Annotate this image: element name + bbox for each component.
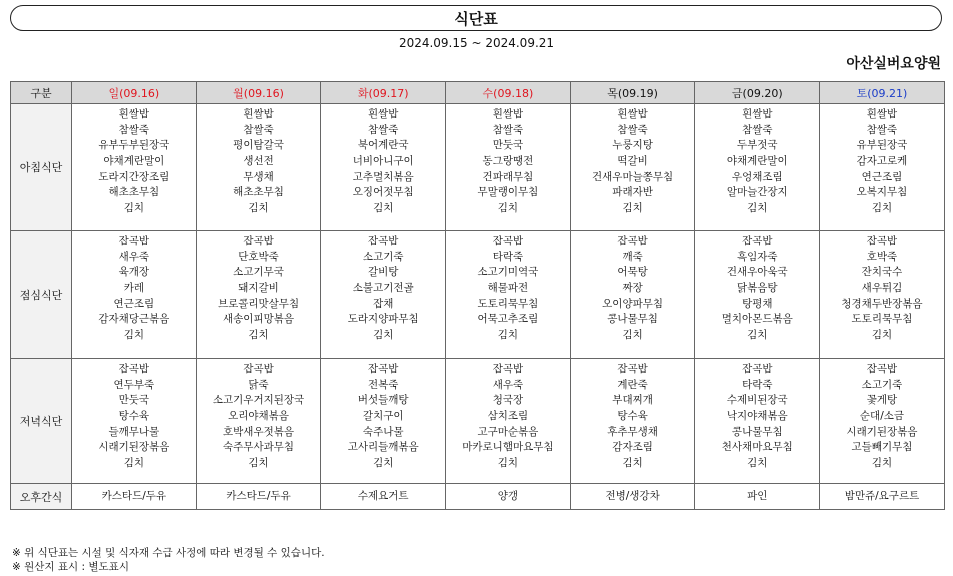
meal-row <box>11 359 945 484</box>
menu-item: 평이탐갈국 <box>233 139 284 152</box>
menu-cell <box>820 484 945 510</box>
menu-item: 참쌀죽 <box>243 123 274 136</box>
menu-item: 카레 <box>123 282 144 295</box>
menu-item: 흰쌀밥 <box>118 108 150 120</box>
menu-item: 건파래무침 <box>482 170 534 183</box>
menu-item: 김치 <box>373 457 394 470</box>
menu-item: 양갱 <box>497 489 519 502</box>
menu-item: 고사리들깨볶음 <box>347 441 419 454</box>
menu-item: 김치 <box>497 202 519 215</box>
menu-item: 소불고기전골 <box>352 282 414 295</box>
menu-item: 동그랑땡전 <box>482 155 534 168</box>
menu-item: 브로콜리맛살무침 <box>217 297 300 310</box>
menu-item: 카스타드/두유 <box>226 489 291 502</box>
note-origin: ※ 원산지 표시 : 별도표시 <box>12 561 129 573</box>
menu-item: 도토리묵무침 <box>477 297 539 310</box>
menu-item: 잡곡밥 <box>866 235 898 247</box>
menu-cell <box>570 231 695 359</box>
menu-item: 김치 <box>123 202 144 215</box>
menu-item: 꽃게탕 <box>866 394 898 407</box>
menu-item: 만둣국 <box>492 139 524 152</box>
menu-cell <box>695 104 820 231</box>
menu-item: 파래자반 <box>612 186 653 199</box>
menu-item: 잡곡밥 <box>118 235 150 247</box>
menu-item: 오이양파무침 <box>602 297 664 310</box>
menu-item: 타락죽 <box>742 378 773 391</box>
menu-item: 떡갈비 <box>617 155 648 168</box>
menu-item: 전복죽 <box>368 378 399 391</box>
menu-item: 참쌀죽 <box>118 123 150 136</box>
menu-item: 후추무생채 <box>607 425 658 438</box>
menu-item: 숙주무사과무침 <box>223 441 295 454</box>
menu-item: 김치 <box>871 457 893 470</box>
menu-item: 흰쌀밥 <box>368 108 399 120</box>
menu-item: 타락죽 <box>492 250 524 263</box>
menu-item: 흰쌀밥 <box>742 108 773 120</box>
menu-item: 야채계란말이 <box>726 155 788 168</box>
note-change: ※ 위 식단표는 시설 및 식자재 수급 사정에 따라 변경될 수 있습니다. <box>12 547 325 559</box>
menu-item: 누룽지탕 <box>612 139 653 152</box>
menu-cell <box>695 231 820 359</box>
menu-cell <box>321 484 446 510</box>
menu-item: 흰쌀밥 <box>243 108 274 120</box>
menu-cell <box>72 104 197 231</box>
day-header-row <box>11 82 945 104</box>
meal-row <box>11 104 945 231</box>
meal-label: 저녁식단 <box>11 359 72 484</box>
menu-item: 파인 <box>747 489 768 502</box>
menu-item: 새우죽 <box>118 250 150 263</box>
menu-item: 돼지갈비 <box>238 282 279 295</box>
day-header: 목(09.19) <box>570 82 695 104</box>
menu-cell <box>72 359 197 484</box>
menu-item: 버섯들깨탕 <box>357 394 409 407</box>
menu-item: 김치 <box>871 202 893 215</box>
menu-item: 고추멸치볶음 <box>352 170 414 183</box>
menu-item: 잡곡밥 <box>492 235 524 247</box>
menu-item: 닭볶음탕 <box>736 282 778 295</box>
menu-item: 청국장 <box>492 394 524 407</box>
menu-item: 너비아니구이 <box>352 155 414 168</box>
menu-item: 수제비된장국 <box>726 394 788 407</box>
menu-item: 김치 <box>497 329 519 342</box>
menu-cell <box>196 104 321 231</box>
menu-item: 김치 <box>373 202 394 215</box>
menu-item: 시래기된장볶음 <box>98 441 170 454</box>
menu-item: 잡곡밥 <box>742 363 773 375</box>
menu-item: 고구마순볶음 <box>477 425 539 438</box>
menu-item: 잡곡밥 <box>492 363 524 375</box>
meal-label: 오후간식 <box>11 484 72 510</box>
menu-item: 잡채 <box>373 297 394 310</box>
menu-item: 참쌀죽 <box>742 123 773 136</box>
menu-cell <box>196 359 321 484</box>
menu-item: 연두부죽 <box>113 378 155 391</box>
menu-item: 김치 <box>622 457 643 470</box>
meal-label: 아침식단 <box>11 104 72 231</box>
menu-item: 김치 <box>123 457 144 470</box>
menu-item: 단호박죽 <box>238 250 279 263</box>
menu-item: 참쌀죽 <box>866 123 898 136</box>
menu-item: 도라지양파무침 <box>347 313 419 326</box>
menu-cell <box>820 104 945 231</box>
day-header: 수(09.18) <box>446 82 571 104</box>
menu-item: 해초초무침 <box>108 186 160 199</box>
menu-item: 천사채마요무침 <box>721 441 793 454</box>
menu-item: 김치 <box>747 202 768 215</box>
page-title: 식단표 <box>454 9 498 28</box>
menu-item: 북어계란국 <box>357 139 409 152</box>
menu-item: 도토리묵무침 <box>851 313 913 326</box>
menu-item: 김치 <box>248 457 269 470</box>
menu-item: 무생채 <box>243 170 274 183</box>
menu-item: 참쌀죽 <box>492 123 524 136</box>
menu-cell <box>72 231 197 359</box>
menu-item: 잡곡밥 <box>243 235 274 247</box>
menu-item: 오복지무침 <box>856 186 908 199</box>
menu-item: 소고기무국 <box>233 266 284 279</box>
menu-item: 알마늘간장지 <box>726 186 788 199</box>
meal-row <box>11 231 945 359</box>
day-header: 토(09.21) <box>820 82 945 104</box>
menu-item: 수제요거트 <box>357 489 409 502</box>
menu-item: 김치 <box>123 329 144 342</box>
menu-item: 갈비탕 <box>368 266 399 279</box>
menu-item: 생선전 <box>243 155 274 168</box>
header-label: 구분 <box>11 82 72 104</box>
menu-item: 청경채두반장볶음 <box>841 297 923 310</box>
menu-item: 깨죽 <box>622 250 643 263</box>
menu-item: 김치 <box>622 202 643 215</box>
menu-item: 무말랭이무침 <box>477 186 539 199</box>
menu-item: 소고기미역국 <box>477 266 539 279</box>
menu-item: 건새우아욱국 <box>726 266 788 279</box>
menu-item: 호박죽 <box>866 250 898 263</box>
menu-item: 건새우마늘쫑무침 <box>592 170 674 183</box>
menu-item: 흰쌀밥 <box>492 108 524 120</box>
menu-item: 전병/생강차 <box>605 489 660 502</box>
menu-item: 잔치국수 <box>861 266 903 279</box>
menu-item: 부대찌개 <box>612 394 653 407</box>
menu-item: 새우죽 <box>492 378 524 391</box>
menu-cell <box>570 104 695 231</box>
menu-item: 김치 <box>747 457 768 470</box>
menu-item: 김치 <box>871 329 893 342</box>
menu-item: 소고기죽 <box>861 378 903 391</box>
menu-item: 도라지간장조림 <box>98 170 170 183</box>
meal-label: 점심식단 <box>11 231 72 359</box>
menu-cell <box>446 104 571 231</box>
menu-item: 김치 <box>497 457 519 470</box>
day-header: 화(09.17) <box>321 82 446 104</box>
menu-cell <box>321 104 446 231</box>
menu-item: 탕수육 <box>617 410 648 423</box>
menu-item: 탕수육 <box>118 410 150 423</box>
menu-cell <box>446 484 571 510</box>
menu-item: 짜장 <box>622 282 643 295</box>
menu-item: 멸치아몬드볶음 <box>721 313 793 326</box>
menu-item: 김치 <box>622 329 643 342</box>
meal-row <box>11 484 945 510</box>
menu-item: 김치 <box>248 202 269 215</box>
menu-item: 갈치구이 <box>362 410 404 423</box>
menu-item: 연근조림 <box>861 170 903 183</box>
menu-item: 연근조림 <box>113 297 155 310</box>
menu-item: 잡곡밥 <box>617 363 648 375</box>
menu-item: 김치 <box>373 329 394 342</box>
menu-item: 참쌀죽 <box>617 123 648 136</box>
menu-item: 콩나물무침 <box>731 425 783 438</box>
day-header: 일(09.16) <box>72 82 197 104</box>
menu-item: 소고기우거지된장국 <box>212 394 305 407</box>
menu-item: 잡곡밥 <box>368 235 399 247</box>
menu-item: 호박새우젓볶음 <box>223 425 295 438</box>
menu-item: 김치 <box>747 329 768 342</box>
menu-cell <box>321 359 446 484</box>
menu-item: 감자채당근볶음 <box>98 313 170 326</box>
menu-item: 삼치조림 <box>487 410 529 423</box>
menu-item: 우엉채조림 <box>731 170 783 183</box>
menu-item: 소고기죽 <box>362 250 404 263</box>
menu-cell <box>820 359 945 484</box>
menu-item: 흰쌀밥 <box>866 108 898 120</box>
menu-period: 2024.09.15 ~ 2024.09.21 <box>398 36 555 50</box>
menu-item: 오징어젓무침 <box>352 186 414 199</box>
menu-item: 유부두부된장국 <box>98 139 170 152</box>
menu-item: 잡곡밥 <box>617 235 648 247</box>
menu-item: 잡곡밥 <box>243 363 274 375</box>
menu-item: 닭죽 <box>248 378 269 391</box>
weekly-menu-table <box>10 81 945 510</box>
menu-item: 감자조림 <box>612 441 653 454</box>
menu-cell <box>446 359 571 484</box>
menu-cell <box>446 231 571 359</box>
menu-item: 두부젓국 <box>736 139 778 152</box>
menu-cell <box>695 359 820 484</box>
menu-item: 마카로니햄마요무침 <box>462 441 554 454</box>
menu-item: 카스타드/두유 <box>101 489 167 502</box>
menu-title-box <box>10 5 942 31</box>
menu-item: 잡곡밥 <box>742 235 773 247</box>
menu-item: 들깨무나물 <box>108 425 160 438</box>
menu-cell <box>570 484 695 510</box>
menu-item: 유부된장국 <box>856 139 908 152</box>
menu-item: 계란죽 <box>617 378 648 391</box>
menu-item: 만둣국 <box>118 394 150 407</box>
menu-cell <box>196 484 321 510</box>
notes <box>12 546 325 574</box>
menu-item: 숙주나물 <box>362 425 404 438</box>
menu-item: 낙지야채볶음 <box>726 410 788 423</box>
menu-item: 육개장 <box>118 266 150 279</box>
menu-item: 해물파전 <box>487 282 529 295</box>
menu-cell <box>321 231 446 359</box>
menu-item: 흑임자죽 <box>736 250 778 263</box>
menu-item: 순대/소금 <box>859 410 905 423</box>
menu-item: 잡곡밥 <box>368 363 399 375</box>
facility-name: 아산실버요양원 <box>846 56 941 72</box>
menu-cell <box>72 484 197 510</box>
menu-item: 밤만쥬/요구르트 <box>844 489 920 502</box>
menu-item: 시래기된장볶음 <box>846 425 918 438</box>
menu-item: 감자고로케 <box>856 155 908 168</box>
menu-item: 새우튀김 <box>861 282 903 295</box>
day-header: 월(09.16) <box>196 82 321 104</box>
menu-item: 김치 <box>248 329 269 342</box>
menu-item: 어묵탕 <box>617 266 648 279</box>
menu-item: 흰쌀밥 <box>617 108 648 120</box>
menu-item: 참쌀죽 <box>368 123 399 136</box>
menu-cell <box>695 484 820 510</box>
menu-item: 오리야채볶음 <box>228 410 289 423</box>
menu-cell <box>570 359 695 484</box>
menu-item: 콩나물무침 <box>607 313 658 326</box>
menu-item: 고들빼기무침 <box>851 441 913 454</box>
menu-item: 어묵고추조림 <box>477 313 539 326</box>
menu-item: 잡곡밥 <box>866 363 898 375</box>
menu-item: 새송이피망볶음 <box>223 313 295 326</box>
menu-item: 해초초무침 <box>233 186 284 199</box>
menu-cell <box>196 231 321 359</box>
menu-item: 잡곡밥 <box>118 363 150 375</box>
menu-item: 야채계란말이 <box>103 155 165 168</box>
menu-cell <box>820 231 945 359</box>
day-header: 금(09.20) <box>695 82 820 104</box>
menu-item: 탕평채 <box>742 297 773 310</box>
